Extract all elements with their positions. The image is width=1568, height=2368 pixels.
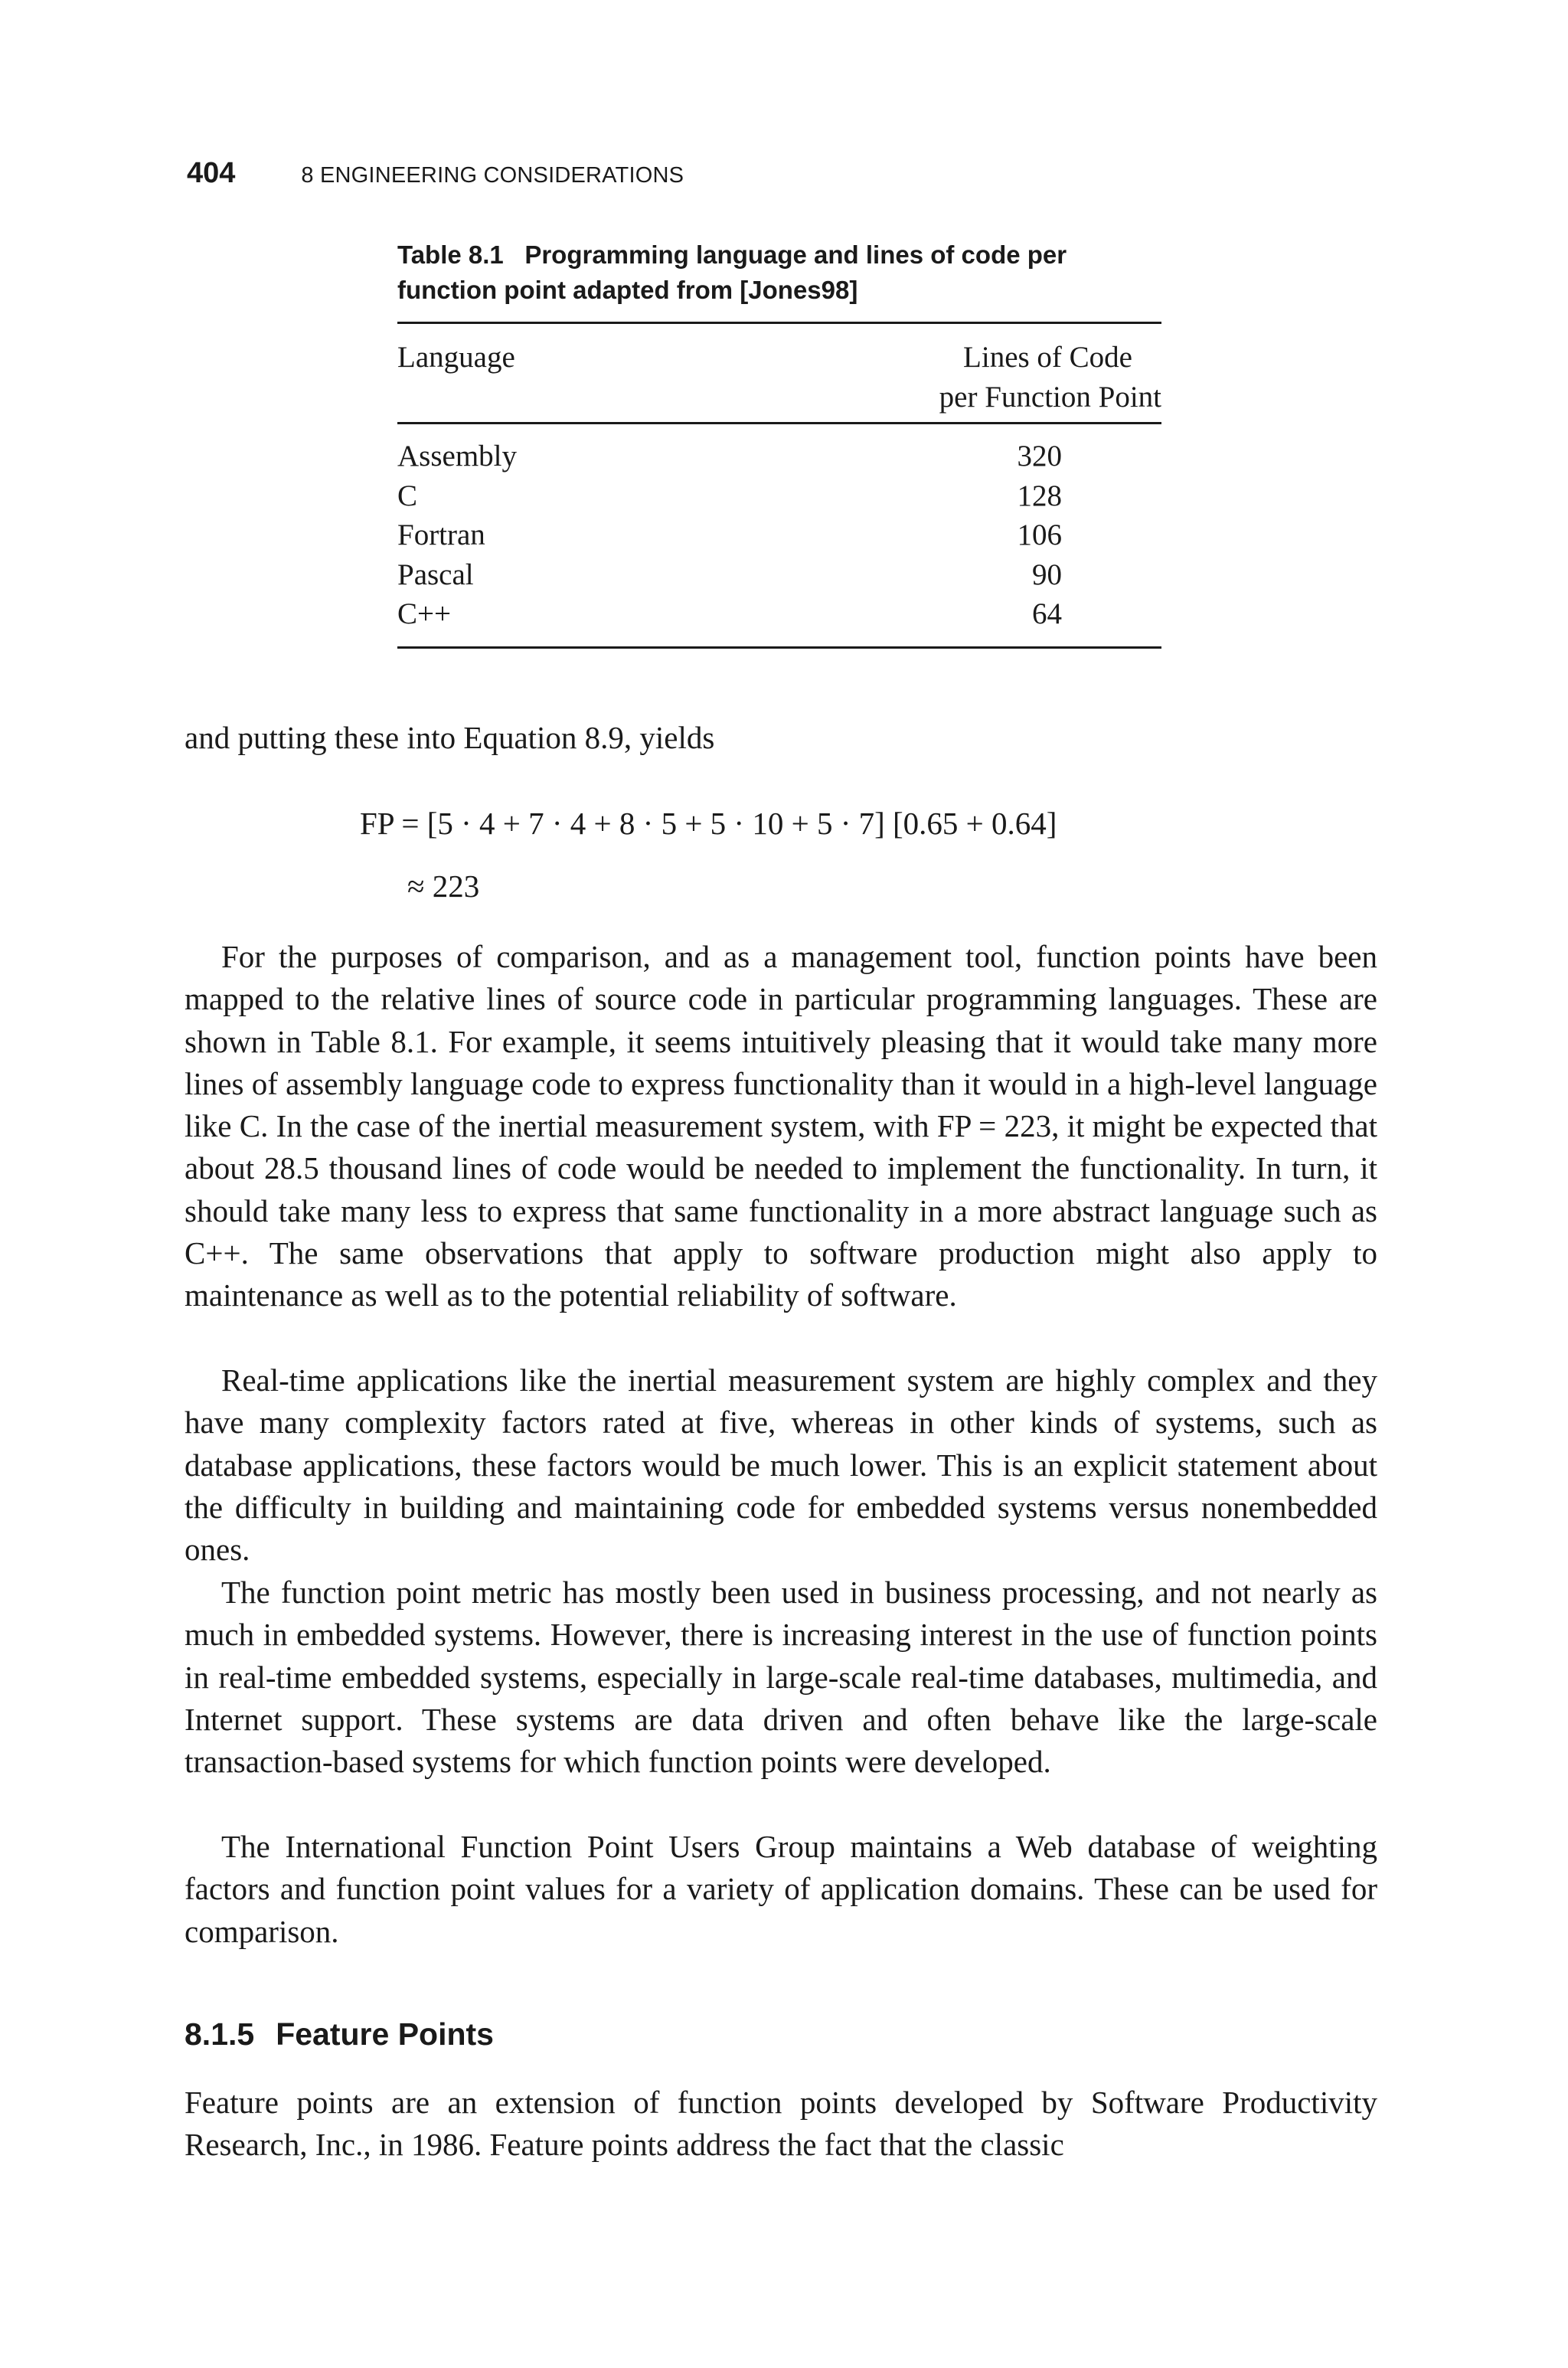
body-paragraph-2: Real-time applications like the inertial measurement system are highly complex and they have many complexity factors rated at five, whereas in other kinds of systems, such as database applications, these factors would be much lower. This is an explicit statement about the difficulty in building and maintaining code for embedded systems versus nonembedded ones. xyxy=(185,1362,1377,1568)
page-number: 404 xyxy=(187,157,236,189)
section-title: Feature Points xyxy=(276,2016,494,2052)
cell-language: C xyxy=(397,479,418,512)
table-row xyxy=(397,555,1161,595)
equation-line-1: FP = [5 · 4 + 7 · 4 + 8 · 5 + 5 · 10 + 5 · 7] [0.65 + 0.64] xyxy=(360,806,1057,841)
cell-loc: 320 xyxy=(1017,440,1062,473)
table-caption-text: Programming language and lines of code per function point adapted from [Jones98] xyxy=(397,240,1067,304)
table-rule-bottom xyxy=(397,646,1161,649)
cell-loc: 64 xyxy=(1032,597,1062,630)
table-row xyxy=(397,476,1161,516)
cell-loc: 90 xyxy=(1032,558,1062,591)
column-header-loc-line1: Lines of Code xyxy=(963,341,1132,374)
equation xyxy=(360,792,1057,917)
section-heading xyxy=(185,2011,494,2057)
chapter-title: 8 ENGINEERING CONSIDERATIONS xyxy=(301,163,684,188)
table-row xyxy=(397,515,1161,555)
cell-loc: 106 xyxy=(1017,518,1062,551)
cell-language: Fortran xyxy=(397,518,485,551)
body-paragraph-3: The function point metric has mostly been used in business processing, and not nearly as much in embedded systems. However, there is increasing interest in the use of function points in real-time embedded systems, especially in large-scale real-time databases, multimedia, and Internet support. These systems are data driven and often behave like the large-scale transaction-based systems for which function points were developed. xyxy=(185,1575,1377,1780)
running-head xyxy=(187,157,684,195)
table-header-row xyxy=(397,324,1161,422)
cell-language: Pascal xyxy=(397,558,474,591)
section-number: 8.1.5 xyxy=(185,2016,255,2052)
section-paragraph: Feature points are an extension of function points developed by Software Productivity Research, Inc., in 1986. Feature points address the fact that the classic xyxy=(185,2085,1377,2163)
column-header-loc xyxy=(939,338,1161,422)
table-caption xyxy=(397,237,1161,308)
table-body xyxy=(397,424,1161,646)
equation-line-2: ≈ 223 xyxy=(407,868,480,904)
body-paragraph-4: The International Function Point Users Group maintains a Web database of weighting factors and function point values for a variety of application domains. These can be used for comparison. xyxy=(185,1829,1377,1949)
body-paragraph-1: For the purposes of comparison, and as a management tool, function points have been mapped to the relative lines of source code in particular programming languages. These are shown in Table 8.1. For example, it seems intuitively pleasing that it would take many more lines of assembly language code to express functionality than it would in a high-level language like C. In the case of the inertial measurement system, with FP = 223, it might be expected that about 28.5 thousand lines of code would be needed to implement the functionality. In turn, it should take many less to express that same functionality in a more abstract language such as C++. The same observations that apply to software production might also apply to maintenance as well as to the potential reliability of software. xyxy=(185,939,1377,1313)
cell-language: C++ xyxy=(397,597,452,630)
column-header-loc-line2: per Function Point xyxy=(939,381,1161,414)
table-row xyxy=(397,594,1161,634)
table-8-1 xyxy=(397,237,1161,649)
cell-language: Assembly xyxy=(397,440,517,473)
table-caption-label: Table 8.1 xyxy=(397,240,504,269)
equation-lead-in: and putting these into Equation 8.9, yields xyxy=(185,720,715,755)
table-row xyxy=(397,437,1161,476)
cell-loc: 128 xyxy=(1017,479,1062,512)
column-header-language: Language xyxy=(397,341,515,374)
